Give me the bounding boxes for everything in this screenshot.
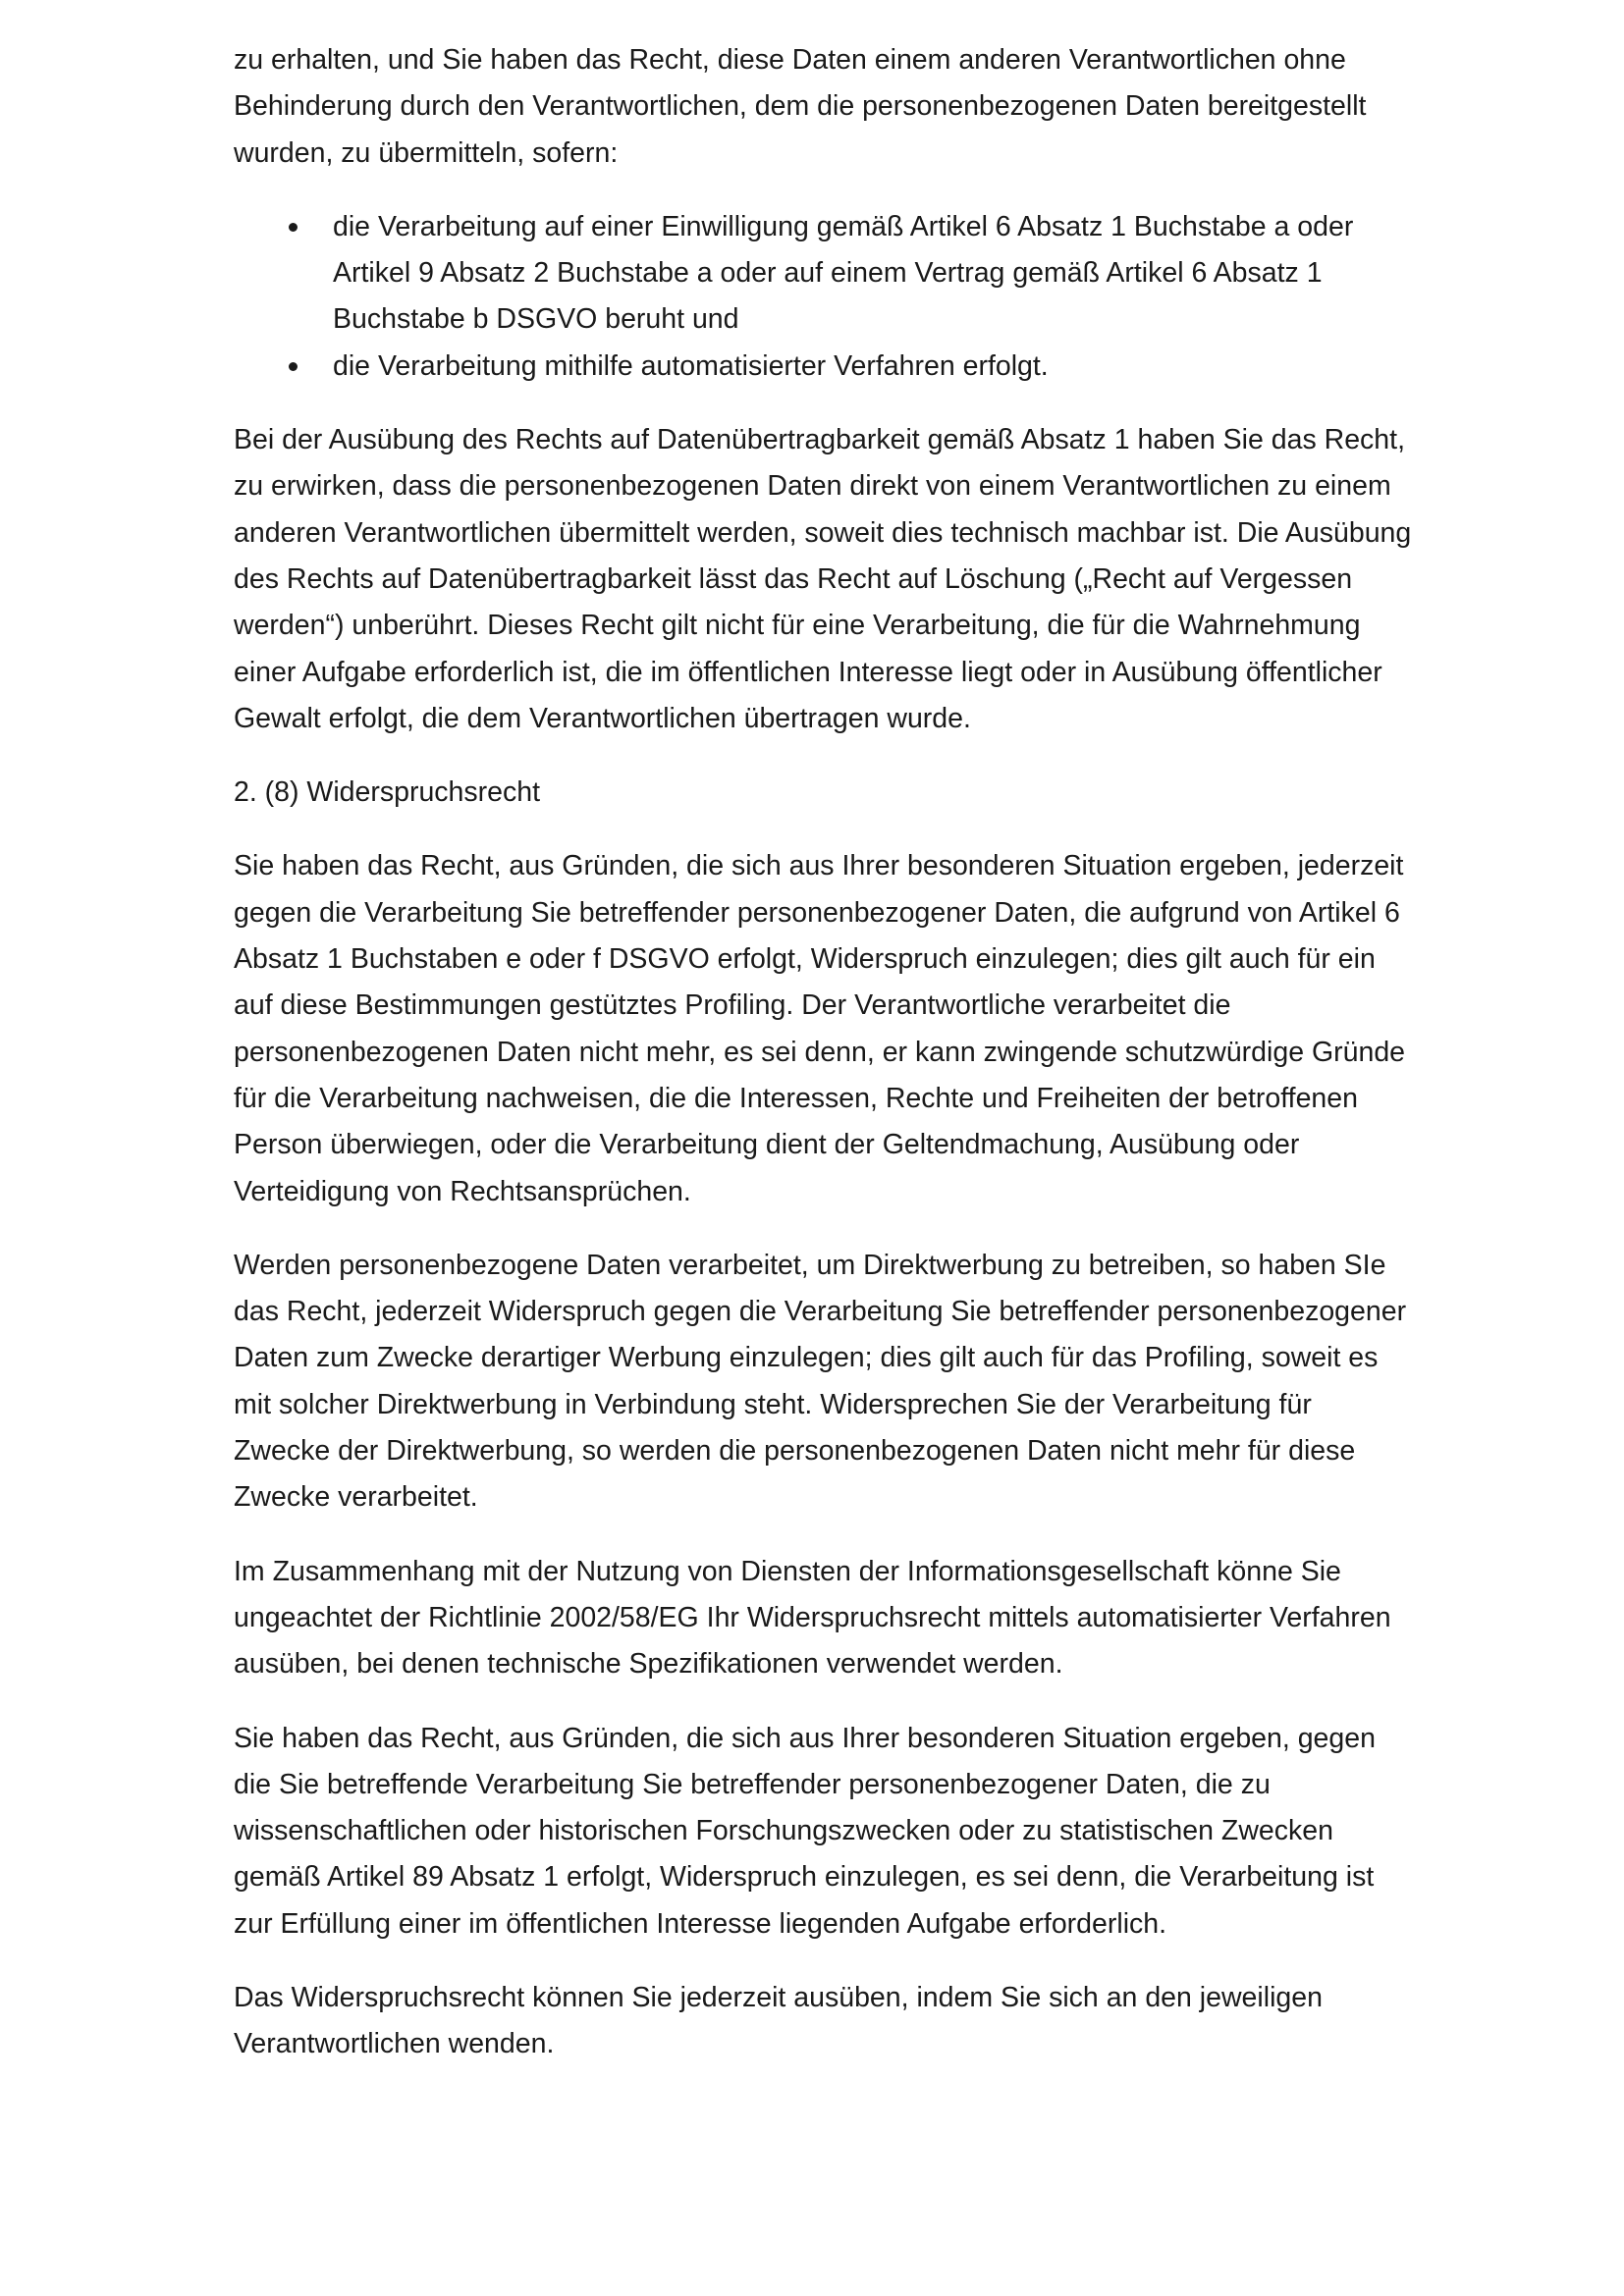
objection-paragraph: Sie haben das Recht, aus Gründen, die sich aus Ihrer besonderen Situation ergeben, jederzeit gegen die Verarbeitung Sie betreffender personenbezogener Daten, die aufgrund von Artikel 6 Absatz 1 Buchstaben e oder f DSGVO erfolgt, Widerspruch einzulegen; dies gilt auch für ein auf diese Bestimmungen gestütztes Profiling. Der Verantwortliche verarbeitet die personenbezogenen Daten nicht mehr, es sei denn, er kann zwingende schutzwürdige Gründe für die Verarbeitung nachweisen, die die Interessen, Rechte und Freiheiten der betroffenen Person überwiegen, oder die Verarbeitung dient der Geltendmachung, Ausübung oder Verteidigung von Rechtsansprüchen. xyxy=(234,850,1406,1207)
condition-list xyxy=(234,204,1412,390)
direct-marketing-paragraph: Werden personenbezogene Daten verarbeitet, um Direktwerbung zu betreiben, so haben SIe das Recht, jederzeit Widerspruch gegen die Verarbeitung Sie betreffender personenbezogener Daten zum Zwecke derartiger Werbung einzulegen; dies gilt auch für das Profiling, soweit es mit solcher Direktwerbung in Verbindung steht. Widersprechen Sie der Verarbeitung für Zwecke der Direktwerbung, so werden die personenbezogenen Daten nicht mehr für diese Zwecke verarbeitet. xyxy=(234,1249,1407,1514)
list-item xyxy=(234,204,1412,344)
research-paragraph: Sie haben das Recht, aus Gründen, die sich aus Ihrer besonderen Situation ergeben, gegen die Sie betreffende Verarbeitung Sie betreffender personenbezogener Daten, die zu wissenschaftlichen oder historischen Forschungszwecken oder zu statistischen Zwecken gemäß Artikel 89 Absatz 1 erfolgt, Widerspruch einzulegen, es sei denn, die Verarbeitung ist zur Erfüllung einer im öffentlichen Interesse liegenden Aufgabe erforderlich. xyxy=(234,1722,1376,1940)
list-item-text: die Verarbeitung mithilfe automatisierter Verfahren erfolgt. xyxy=(333,349,1049,382)
exercise-right-paragraph: Das Widerspruchsrecht können Sie jederzeit ausüben, indem Sie sich an den jeweiligen Verantwortlichen wenden. xyxy=(234,1981,1323,2060)
bullet-icon xyxy=(289,362,298,371)
intro-paragraph: zu erhalten, und Sie haben das Recht, diese Daten einem anderen Verantwortlichen ohne Behinderung durch den Verantwortlichen, dem die personenbezogenen Daten bereitgestellt wurden, zu übermitteln, sofern: xyxy=(234,44,1367,169)
document-page xyxy=(234,37,1412,2096)
list-item-text: die Verarbeitung auf einer Einwilligung gemäß Artikel 6 Absatz 1 Buchstabe a oder Artikel 9 Absatz 2 Buchstabe a oder auf einem Vertrag gemäß Artikel 6 Absatz 1 Buchstabe b DSGVO beruht und xyxy=(333,210,1354,336)
portability-paragraph: Bei der Ausübung des Rechts auf Datenübertragbarkeit gemäß Absatz 1 haben Sie das Recht, zu erwirken, dass die personenbezogenen Daten direkt von einem Verantwortlichen zu einem anderen Verantwortlichen übermittelt werden, soweit dies technisch machbar ist. Die Ausübung des Rechts auf Datenübertragbarkeit lässt das Recht auf Löschung („Recht auf Vergessen werden“) unberührt. Dieses Recht gilt nicht für eine Verarbeitung, die für die Wahrnehmung einer Aufgabe erforderlich ist, die im öffentlichen Interesse liegt oder in Ausübung öffentlicher Gewalt erfolgt, die dem Verantwortlichen übertragen wurde. xyxy=(234,424,1412,734)
bullet-icon xyxy=(289,223,298,232)
list-item xyxy=(234,344,1412,390)
section-heading: 2. (8) Widerspruchsrecht xyxy=(234,776,541,809)
information-society-paragraph: Im Zusammenhang mit der Nutzung von Diensten der Informationsgesellschaft könne Sie ungeachtet der Richtlinie 2002/58/EG Ihr Widerspruchsrecht mittels automatisierter Verfahren ausüben, bei denen technische Spezifikationen verwendet werden. xyxy=(234,1555,1391,1681)
